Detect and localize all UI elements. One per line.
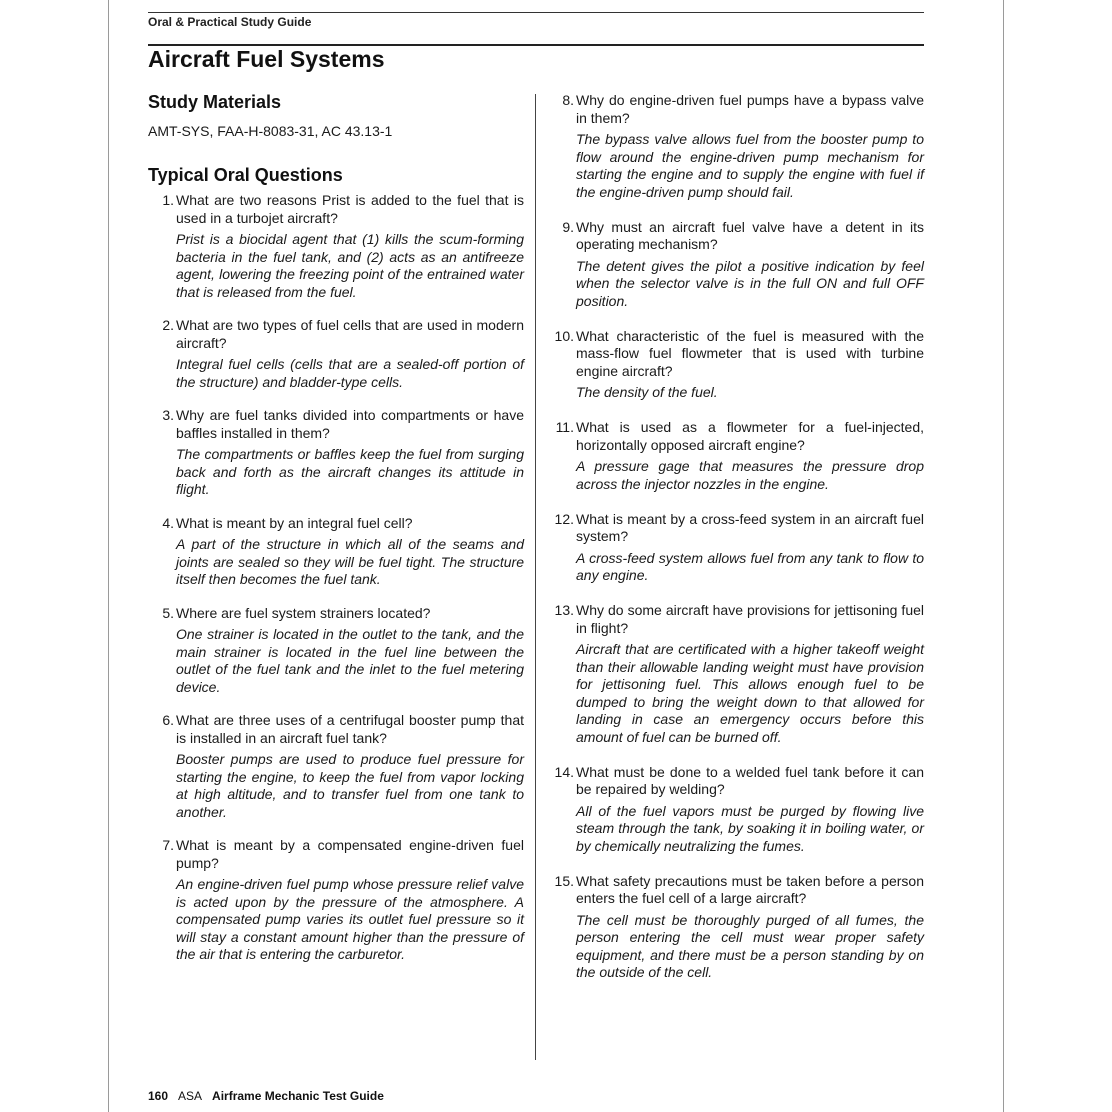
question-number: 14. <box>554 763 574 780</box>
answer-text: The compartments or baffles keep the fuel from surging back and forth as the aircraft changes its attitude in flight. <box>176 446 524 498</box>
question-number: 9. <box>562 218 574 235</box>
question-item <box>148 407 524 499</box>
question-item <box>548 219 924 311</box>
question-text: What is used as a flowmeter for a fuel-injected, horizontally opposed aircraft engine? <box>576 419 924 453</box>
answer-text: A cross-feed system allows fuel from any tank to flow to any engine. <box>576 549 924 583</box>
answer-text: Prist is a biocidal agent that (1) kills the scum-forming bacteria in the fuel tank, and (2) acts as an antifreeze agent, lowering the freezing point of the entrained water that is released from the fuel. <box>176 231 524 300</box>
question-item <box>548 764 924 856</box>
column-divider <box>535 94 536 1060</box>
study-materials-text: AMT-SYS, FAA-H-8083-31, AC 43.13-1 <box>148 122 393 139</box>
running-head: Oral & Practical Study Guide <box>148 12 924 29</box>
answer-text: Aircraft that are certificated with a higher takeoff weight than their allowable landing weight must have provision for jettisoning fuel. This allows enough fuel to be dumped to bring the weight down to that allowed for landing in case an emergency occurs before this amount of fuel can be burned off. <box>576 641 924 745</box>
question-item <box>548 419 924 493</box>
question-text: What are two types of fuel cells that are used in modern aircraft? <box>176 317 524 351</box>
question-item <box>548 328 924 402</box>
question-item <box>548 511 924 585</box>
question-number: 10. <box>554 327 574 344</box>
page-edge-right <box>1003 0 1004 1112</box>
answer-text: A pressure gage that measures the pressure drop across the injector nozzles in the engine. <box>576 458 924 492</box>
question-item <box>148 605 524 697</box>
question-text: What must be done to a welded fuel tank before it can be repaired by welding? <box>576 763 924 797</box>
right-column <box>548 92 924 999</box>
question-number: 13. <box>554 602 574 618</box>
answer-text: One strainer is located in the outlet to the tank, and the main strainer is located in the fuel line between the outlet of the fuel tank and the inlet to the fuel metering device. <box>176 626 524 695</box>
question-number: 11. <box>555 419 574 435</box>
question-number: 1. <box>162 192 174 209</box>
question-text: What is meant by an integral fuel cell? <box>176 514 413 531</box>
question-list-left <box>148 192 524 964</box>
question-text: What is meant by a cross-feed system in an aircraft fuel system? <box>576 510 924 544</box>
answer-text: All of the fuel vapors must be purged by flowing live steam through the tank, by soaking it in boiling water, or by chemically neutralizing the fumes. <box>576 802 924 854</box>
question-item <box>148 837 524 964</box>
question-item <box>548 92 924 201</box>
question-item <box>548 602 924 746</box>
publisher-name: ASA <box>178 1089 203 1103</box>
page-edge-left <box>108 0 109 1112</box>
question-number: 2. <box>162 317 174 334</box>
question-text: What are two reasons Prist is added to the fuel that is used in a turbojet aircraft? <box>176 192 524 226</box>
question-text: Why are fuel tanks divided into compartments or have baffles installed in them? <box>176 407 524 441</box>
question-number: 6. <box>162 712 174 729</box>
question-text: What safety precautions must be taken before a person enters the fuel cell of a large aircraft? <box>576 872 924 906</box>
question-number: 15. <box>554 872 574 889</box>
question-text: What is meant by a compensated engine-driven fuel pump? <box>176 837 524 871</box>
question-text: Why do engine-driven fuel pumps have a bypass valve in them? <box>576 92 924 126</box>
question-number: 4. <box>162 514 174 531</box>
answer-text: Integral fuel cells (cells that are a sealed-off portion of the structure) and bladder-type cells. <box>176 356 524 390</box>
study-materials-heading: Study Materials <box>148 92 282 112</box>
page-number: 160 <box>148 1089 169 1103</box>
left-column <box>148 92 524 980</box>
page-footer <box>148 1089 384 1103</box>
answer-text: Booster pumps are used to produce fuel pressure for starting the engine, to keep the fuel from vapor locking at high altitude, and to transfer fuel from one tank to another. <box>176 751 524 820</box>
answer-text: The detent gives the pilot a positive indication by feel when the selector valve is in the full ON and full OFF position. <box>576 257 924 309</box>
answer-text: The cell must be thoroughly purged of all fumes, the person entering the cell must wear proper safety equipment, and there must be a person standing by on the outside of the cell. <box>576 911 924 980</box>
book-title: Airframe Mechanic Test Guide <box>212 1089 384 1103</box>
question-number: 8. <box>562 92 574 108</box>
question-text: Where are fuel system strainers located? <box>176 604 431 621</box>
question-text: Why do some aircraft have provisions for jettisoning fuel in flight? <box>576 602 924 636</box>
answer-text: The bypass valve allows fuel from the booster pump to flow around the engine-driven pump mechanism for starting the engine and to supply the engine with fuel if the engine-driven pump should fail. <box>576 131 924 200</box>
question-number: 3. <box>162 407 174 424</box>
question-text: Why must an aircraft fuel valve have a detent in its operating mechanism? <box>576 218 924 252</box>
answer-text: A part of the structure in which all of the seams and joints are sealed so they will be fuel tight. The structure itself then becomes the fuel tank. <box>176 536 524 588</box>
question-number: 12. <box>554 510 574 527</box>
question-number: 5. <box>162 604 174 621</box>
question-item <box>148 712 524 821</box>
question-number: 7. <box>162 837 174 854</box>
question-item <box>548 873 924 982</box>
questions-heading: Typical Oral Questions <box>148 164 343 185</box>
page-title: Aircraft Fuel Systems <box>148 46 385 72</box>
question-list-right <box>548 92 924 982</box>
question-item <box>148 192 524 301</box>
question-text: What characteristic of the fuel is measured with the mass-flow fuel flowmeter that is used with turbine engine aircraft? <box>576 327 924 379</box>
answer-text: The density of the fuel. <box>576 384 718 400</box>
answer-text: An engine-driven fuel pump whose pressure relief valve is acted upon by the pressure of the atmosphere. A compensated pump varies its outlet fuel pressure so it will stay a constant amount higher than the pressure of the air that is entering the carburetor. <box>176 876 524 963</box>
question-item <box>148 317 524 391</box>
question-text: What are three uses of a centrifugal booster pump that is installed in an aircraft fuel tank? <box>176 712 524 746</box>
question-item <box>148 515 524 589</box>
